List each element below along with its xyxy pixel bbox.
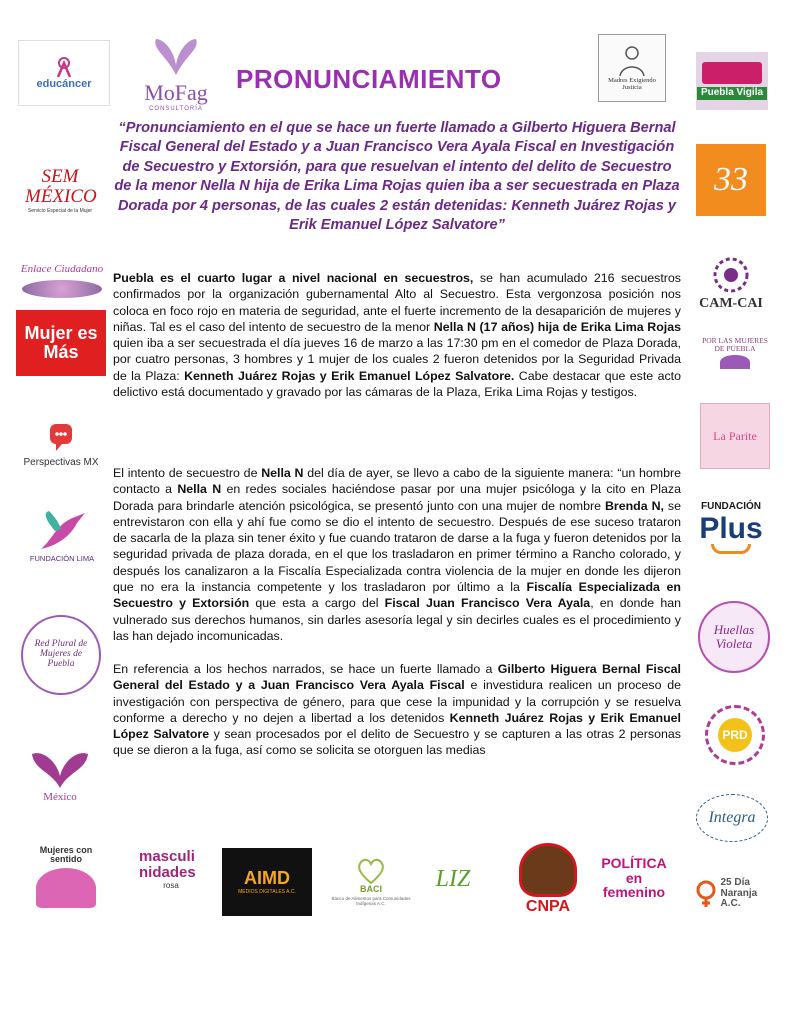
body-paragraph-2 bbox=[113, 465, 681, 644]
bold-text-run: Fiscal Juan Francisco Vera Ayala bbox=[384, 596, 591, 611]
text-run: quien iba a ser secuestrada el día jueves 16 de marzo a las 17:30 pm en el comedor de Plaza Dorada, por cuatro personas, 3 hombres y 1 mujer de los cuales 2 fueron detenidos por la Seguridad Privada de la Plaza: bbox=[113, 336, 681, 383]
logo-mujer-es-mas: Mujer es Más bbox=[16, 310, 106, 376]
logo-25-dia-naranja: 25 Día Naranja A.C. bbox=[690, 872, 780, 916]
bold-text-run: Fiscalía Especializada en Secuestro y Extorsión bbox=[113, 580, 682, 611]
ribbon-icon bbox=[44, 55, 84, 79]
page-title: PRONUNCIAMIENTO bbox=[236, 64, 502, 94]
bold-text-run: Nella N bbox=[261, 466, 304, 480]
text-run: en redes sociales haciéndose pasar por una mujer psicóloga y la cito en Plaza Dorada para brindarle atención psicológica, se presentó junto con una mujer de nombre bbox=[113, 482, 681, 513]
logo-mofag: MoFag CONSULTORÍA bbox=[122, 32, 230, 116]
body-paragraph-3 bbox=[113, 661, 681, 759]
mandala-icon bbox=[709, 255, 753, 297]
logo-liz: LIZ bbox=[435, 866, 471, 893]
woman-silhouette-icon bbox=[614, 44, 650, 78]
logo-educancer: educáncer bbox=[18, 40, 110, 106]
bold-text-run: Nella N (17 años) hija de Erika Lima Rojas bbox=[433, 319, 681, 334]
bold-text-run: Kenneth Juárez Rojas y Erik Emanuel López Salvatore. bbox=[184, 368, 515, 383]
logo-fundacion-plus: FUNDACIÓN Plus bbox=[690, 488, 772, 568]
logo-cam-cai: CAM-CAI bbox=[692, 244, 770, 322]
bold-text-run: Puebla es el cuarto lugar a nivel nacional en secuestros, bbox=[113, 271, 474, 285]
bold-text-run: Gilberto Higuera Bernal Fiscal General del Estado y a Juan Francisco Vera Ayala Fiscal bbox=[113, 662, 681, 693]
pronouncement-subtitle: “Pronunciamiento en el que se hace un fuerte llamado a Gilberto Higuera Bernal Fiscal General del Estado y a Juan Francisco Vera Ayala Fiscal en Investigación de Secuestro y Extorsión, para que resuelvan el intento del delito de Secuestro de la menor Nella N hija de Erika Lima Rojas quien iba a ser secuestrada en Plaza Dorada por 4 personas, de las cuales 2 están detenidas: Kenneth Juárez Rojas y Erik Emanuel López Salvatore” bbox=[114, 120, 680, 234]
butterfly-icon bbox=[146, 35, 206, 81]
body-paragraph-1 bbox=[113, 270, 681, 400]
logo-aimd: AIMD MEDIOS DIGITALES A.C. bbox=[222, 848, 312, 916]
logo-integra: Integra bbox=[692, 790, 772, 846]
logo-enlace-ciudadano: Enlace Ciudadano bbox=[14, 254, 110, 308]
logo-madres-exigiendo-justicia: Madres Exigiendo Justicia bbox=[598, 34, 666, 102]
logo-la-parite: La Parite bbox=[700, 403, 770, 469]
woman-symbol-icon bbox=[694, 880, 718, 908]
heart-icon bbox=[355, 857, 387, 885]
text-run: El intento de secuestro de bbox=[113, 466, 262, 480]
logo-baci: BACI Banco de Alimentos para Comunidades Indígenas A.C. bbox=[330, 850, 412, 914]
text-run: que esta a cargo del bbox=[249, 596, 385, 611]
bold-text-run: Kenneth Juárez Rojas y Erik Emanuel López Salvatore bbox=[113, 710, 681, 742]
logo-perspectivas-mx: Perspectivas MX bbox=[16, 410, 106, 480]
text-run: e investidura realicen un proceso de investigación con perspectiva de género, para que cese la impunidad y la corrupción y se resuelva conforme a derecho y no dejen a libertad a los detenidos bbox=[113, 678, 681, 725]
text-run: En referencia a los hechos narrados, se hace un fuerte llamado a bbox=[113, 662, 498, 676]
text-run: y sean procesados por el delito de Secuestro y se capturen a las otras 2 personas que se dieron a la fuga, así como se solicita se otorguen las medias bbox=[113, 727, 681, 758]
logo-prd: PRD bbox=[700, 700, 770, 770]
logo-fundacion-lima: FUNDACIÓN LIMA bbox=[16, 496, 108, 576]
logo-politica-en-femenino: POLÍTICA en femenino bbox=[601, 854, 667, 901]
logo-red-plural-mujeres-puebla: Red Plural de Mujeres de Puebla bbox=[16, 610, 106, 700]
logo-huellas-violeta: Huellas Violeta bbox=[694, 594, 774, 680]
logo-sem-mexico: SEM MÉXICO Servicio Especial de la Mujer bbox=[25, 166, 97, 215]
text-run: se han acumulado 216 secuestros confirmados por la organización gubernamental Alto al Secuestro. Esta vergonzosa posición nos coloca en foco rojo en materia de seguridad, ante el fuerte incremento de la desaparición de mujeres y niñas. Tal es el caso del intento de secuestro de la menor bbox=[113, 271, 681, 334]
hummingbird-icon bbox=[35, 509, 89, 555]
bold-text-run: Brenda N, bbox=[604, 498, 664, 513]
logo-mujeres-con-sentido: Mujeres con sentido bbox=[20, 838, 112, 916]
text-run: Cabe destacar que este acto delictivo está documentado y gravado por las cámaras de la Plaza, Erika Lima Rojas y testigos. bbox=[113, 368, 682, 400]
text-run: se entrevistaron con ella y ahí fue como se dio el intento de secuestro. Después de ese suceso trataron de sacarla de la plaza sin tener éxito y fue cuando trataron de darse a la fuga y fueron detenidos por la seguridad privada de plaza dorada, en el que los trasladaron en primer término a Rancho colorado, y después los canalizaron a la Fiscalía Especializada contra violencia de la mujer en donde les dijeron que no era la instancia competente y los trasladaron por último a la bbox=[113, 498, 681, 595]
butterfly-icon bbox=[28, 746, 92, 792]
text-run: del día de ayer, se llevo a cabo de la siguiente manera: “un hombre contacto a bbox=[113, 466, 681, 497]
logo-mujeres-mexico: México bbox=[12, 740, 108, 810]
text-run: , en donde han vulnerado sus derechos humanos, sin darles asesoría legal y sin decirles cuales es el procedimiento y las han dejado incomunicadas. bbox=[113, 596, 681, 643]
logo-cnpa: CNPA bbox=[508, 836, 588, 922]
logo-33: 33 bbox=[696, 144, 766, 216]
chat-bubble-icon bbox=[48, 422, 74, 452]
logo-puebla-vigila: Puebla Vigila bbox=[696, 52, 768, 110]
logo-masculinidades-rosa: masculi nidades rosa bbox=[139, 847, 196, 891]
bold-text-run: Nella N bbox=[177, 482, 222, 497]
logo-por-las-mujeres-puebla: POR LAS MUJERES DE PUEBLA bbox=[700, 330, 770, 376]
